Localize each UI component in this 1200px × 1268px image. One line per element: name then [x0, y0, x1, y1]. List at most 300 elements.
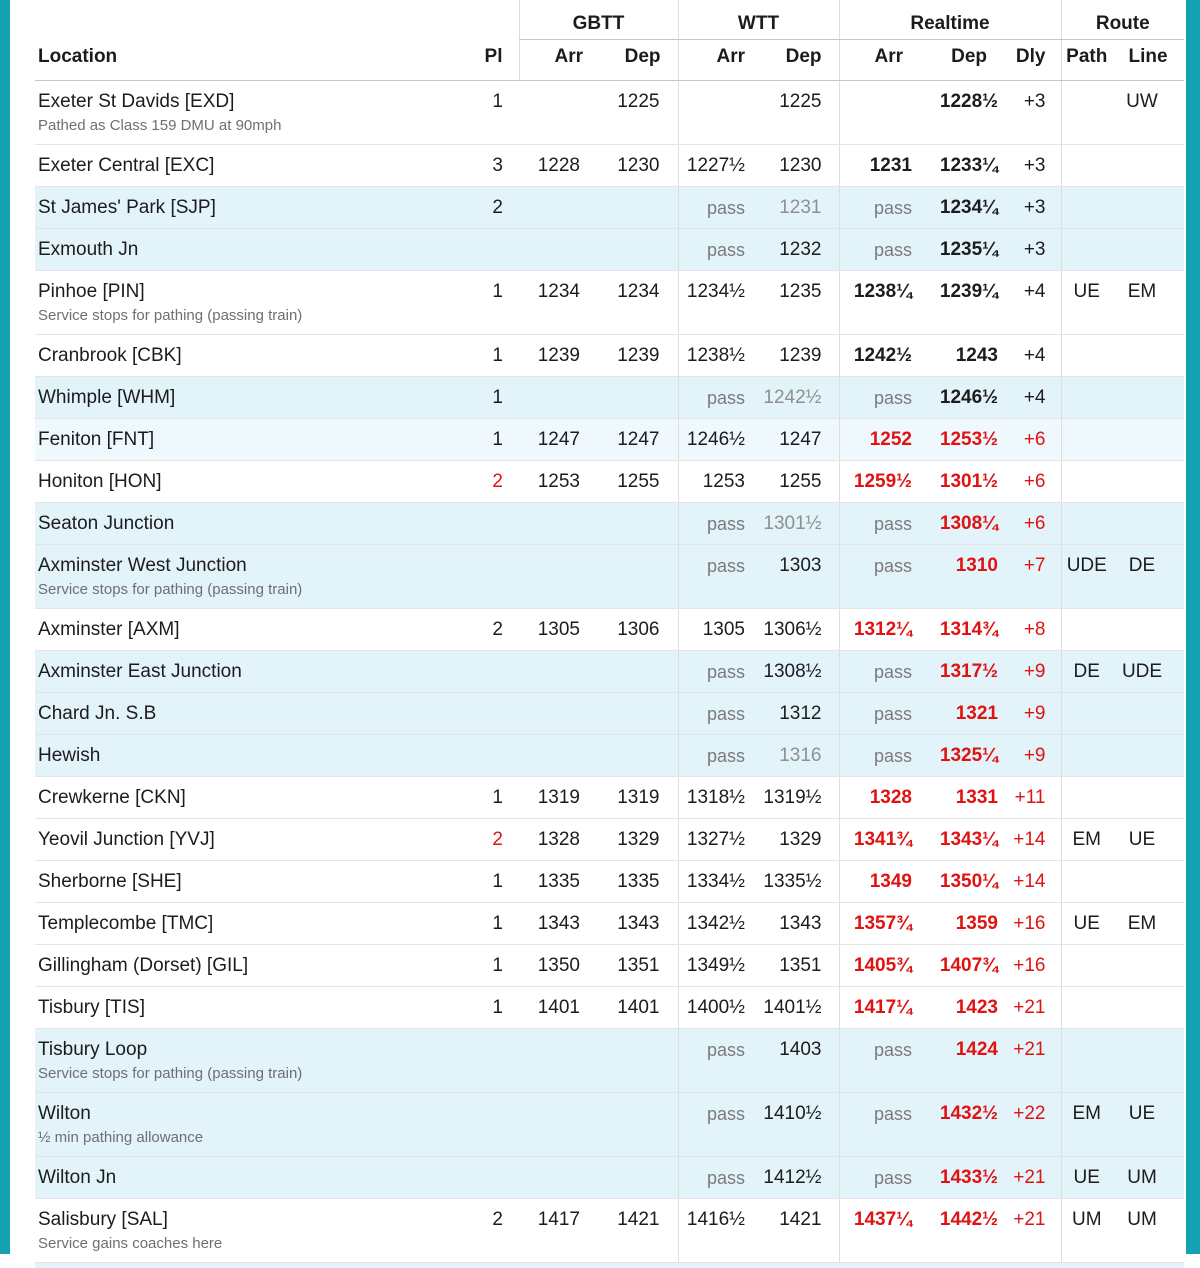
realtime-arrival-cell: pass [839, 503, 920, 545]
table-row [35, 1199, 1184, 1263]
platform-cell: 1 [460, 81, 519, 145]
wtt-departure-cell: 1232 [762, 229, 839, 271]
platform-cell: 1 [460, 377, 519, 419]
wtt-arrival-cell: 1349½ [678, 945, 762, 987]
gbtt-departure-cell [600, 377, 678, 419]
timetable-body [35, 81, 1184, 1263]
gbtt-departure-cell [600, 1093, 678, 1157]
wtt-departure-cell: 1403 [762, 1029, 839, 1093]
gbtt-departure-cell: 1401 [600, 987, 678, 1029]
delay-cell: +9 [1004, 735, 1061, 777]
table-row [35, 693, 1184, 735]
realtime-departure-cell: 1228½ [920, 81, 1004, 145]
gbtt-arrival-cell [519, 81, 600, 145]
location-cell [35, 987, 460, 1029]
route-line-cell: UDE [1112, 651, 1184, 693]
col-header-path: Path [1061, 40, 1112, 81]
location-cell [35, 145, 460, 187]
gbtt-arrival-cell: 1350 [519, 945, 600, 987]
route-line-cell: UW [1112, 81, 1184, 145]
wtt-arrival-cell: 1416½ [678, 1199, 762, 1263]
realtime-departure-cell: 1235¼ [920, 229, 1004, 271]
gbtt-departure-cell [600, 1029, 678, 1093]
realtime-departure-cell: 1359 [920, 903, 1004, 945]
delay-cell: +22 [1004, 1093, 1061, 1157]
delay-cell: +21 [1004, 987, 1061, 1029]
realtime-departure-cell: 1308¼ [920, 503, 1004, 545]
station-note: Service stops for pathing (passing train) [38, 581, 303, 598]
gbtt-arrival-cell: 1239 [519, 335, 600, 377]
wtt-arrival-cell: 1318½ [678, 777, 762, 819]
location-cell [35, 377, 460, 419]
gbtt-departure-cell [600, 693, 678, 735]
route-line-cell: DE [1112, 545, 1184, 609]
location-cell [35, 271, 460, 335]
realtime-departure-cell: 1314¾ [920, 609, 1004, 651]
realtime-departure-cell: 1433½ [920, 1157, 1004, 1199]
table-row [35, 81, 1184, 145]
wtt-departure-cell: 1421 [762, 1199, 839, 1263]
location-cell [35, 609, 460, 651]
gbtt-departure-cell: 1306 [600, 609, 678, 651]
route-path-cell: EM [1061, 1093, 1112, 1157]
route-path-cell [1061, 777, 1112, 819]
col-group-route: Route [1061, 0, 1184, 40]
col-header-realtime-dep: Dep [920, 40, 1004, 81]
col-header-realtime-arr: Arr [839, 40, 920, 81]
gbtt-arrival-cell [519, 187, 600, 229]
delay-cell: +4 [1004, 377, 1061, 419]
platform-cell: 1 [460, 861, 519, 903]
station-name: Wilton Jn [38, 1167, 117, 1188]
wtt-arrival-cell: pass [678, 1029, 762, 1093]
wtt-arrival-cell: pass [678, 651, 762, 693]
delay-cell: +21 [1004, 1029, 1061, 1093]
route-path-cell: UE [1061, 1157, 1112, 1199]
delay-cell: +6 [1004, 461, 1061, 503]
delay-cell: +9 [1004, 651, 1061, 693]
station-name: Axminster West Junction [38, 555, 247, 576]
route-path-cell [1061, 145, 1112, 187]
col-header-line: Line [1112, 40, 1184, 81]
delay-cell: +21 [1004, 1199, 1061, 1263]
wtt-departure-cell: 1335½ [762, 861, 839, 903]
gbtt-arrival-cell [519, 1093, 600, 1157]
location-cell [35, 903, 460, 945]
wtt-arrival-cell: pass [678, 187, 762, 229]
gbtt-arrival-cell: 1253 [519, 461, 600, 503]
gbtt-arrival-cell: 1228 [519, 145, 600, 187]
route-line-cell: EM [1112, 271, 1184, 335]
gbtt-departure-cell [600, 187, 678, 229]
route-path-cell [1061, 419, 1112, 461]
gbtt-arrival-cell: 1328 [519, 819, 600, 861]
col-header-platform: Pl [460, 0, 519, 81]
header-group-row [35, 0, 1184, 40]
platform-cell: 2 [460, 819, 519, 861]
location-cell [35, 945, 460, 987]
timetable [35, 0, 1184, 1263]
gbtt-arrival-cell: 1417 [519, 1199, 600, 1263]
wtt-arrival-cell: 1253 [678, 461, 762, 503]
realtime-arrival-cell: 1341¾ [839, 819, 920, 861]
realtime-arrival-cell: pass [839, 1029, 920, 1093]
realtime-departure-cell: 1310 [920, 545, 1004, 609]
realtime-departure-cell: 1331 [920, 777, 1004, 819]
route-line-cell: UM [1112, 1157, 1184, 1199]
wtt-arrival-cell: pass [678, 545, 762, 609]
realtime-arrival-cell: pass [839, 1157, 920, 1199]
delay-cell: +3 [1004, 81, 1061, 145]
platform-cell: 1 [460, 419, 519, 461]
realtime-departure-cell: 1234¼ [920, 187, 1004, 229]
realtime-departure-cell: 1350¼ [920, 861, 1004, 903]
gbtt-arrival-cell: 1234 [519, 271, 600, 335]
table-row [35, 1093, 1184, 1157]
gbtt-departure-cell [600, 651, 678, 693]
wtt-departure-cell: 1401½ [762, 987, 839, 1029]
realtime-arrival-cell: pass [839, 693, 920, 735]
platform-cell [460, 735, 519, 777]
delay-cell: +3 [1004, 187, 1061, 229]
station-name: Salisbury [SAL] [38, 1209, 168, 1230]
station-name: Yeovil Junction [YVJ] [38, 829, 215, 850]
route-path-cell: DE [1061, 651, 1112, 693]
route-path-cell: UDE [1061, 545, 1112, 609]
table-row [35, 187, 1184, 229]
location-cell [35, 545, 460, 609]
wtt-departure-cell: 1235 [762, 271, 839, 335]
route-path-cell [1061, 335, 1112, 377]
realtime-departure-cell: 1243 [920, 335, 1004, 377]
gbtt-departure-cell: 1234 [600, 271, 678, 335]
table-row [35, 545, 1184, 609]
realtime-departure-cell: 1233¼ [920, 145, 1004, 187]
wtt-departure-cell: 1242½ [762, 377, 839, 419]
gbtt-departure-cell: 1329 [600, 819, 678, 861]
location-cell [35, 461, 460, 503]
location-cell [35, 187, 460, 229]
wtt-departure-cell: 1230 [762, 145, 839, 187]
realtime-arrival-cell: pass [839, 651, 920, 693]
route-line-cell [1112, 187, 1184, 229]
delay-cell: +21 [1004, 1157, 1061, 1199]
realtime-arrival-cell: 1417¼ [839, 987, 920, 1029]
wtt-arrival-cell: 1334½ [678, 861, 762, 903]
gbtt-departure-cell: 1319 [600, 777, 678, 819]
delay-cell: +14 [1004, 861, 1061, 903]
gbtt-arrival-cell [519, 545, 600, 609]
table-row [35, 903, 1184, 945]
wtt-arrival-cell: pass [678, 735, 762, 777]
wtt-departure-cell: 1329 [762, 819, 839, 861]
timetable-panel [10, 0, 1184, 1268]
gbtt-departure-cell [600, 229, 678, 271]
station-name: Exeter St Davids [EXD] [38, 91, 235, 112]
location-cell [35, 1199, 460, 1263]
realtime-departure-cell: 1246½ [920, 377, 1004, 419]
realtime-arrival-cell: 1349 [839, 861, 920, 903]
table-row [35, 777, 1184, 819]
route-path-cell: UE [1061, 271, 1112, 335]
table-row [35, 1029, 1184, 1093]
platform-cell: 1 [460, 987, 519, 1029]
realtime-arrival-cell [839, 81, 920, 145]
platform-cell: 1 [460, 777, 519, 819]
realtime-arrival-cell: 1259½ [839, 461, 920, 503]
delay-cell: +3 [1004, 145, 1061, 187]
route-line-cell [1112, 777, 1184, 819]
table-row [35, 735, 1184, 777]
station-name: Wilton [38, 1103, 91, 1124]
table-row [35, 145, 1184, 187]
route-path-cell [1061, 609, 1112, 651]
gbtt-arrival-cell: 1247 [519, 419, 600, 461]
route-path-cell [1061, 503, 1112, 545]
gbtt-arrival-cell [519, 693, 600, 735]
wtt-departure-cell: 1343 [762, 903, 839, 945]
station-name: Honiton [HON] [38, 471, 162, 492]
route-line-cell [1112, 693, 1184, 735]
realtime-departure-cell: 1253½ [920, 419, 1004, 461]
platform-cell: 1 [460, 945, 519, 987]
gbtt-arrival-cell [519, 377, 600, 419]
left-accent-bar [0, 0, 10, 1254]
delay-cell: +4 [1004, 335, 1061, 377]
platform-cell: 2 [460, 1199, 519, 1263]
table-row [35, 271, 1184, 335]
wtt-departure-cell: 1306½ [762, 609, 839, 651]
delay-cell: +16 [1004, 945, 1061, 987]
table-row [35, 987, 1184, 1029]
station-name: Whimple [WHM] [38, 387, 176, 408]
location-cell [35, 1093, 460, 1157]
wtt-arrival-cell: pass [678, 1157, 762, 1199]
col-group-gbtt: GBTT [519, 0, 678, 40]
col-header-gbtt-arr: Arr [519, 40, 600, 81]
wtt-departure-cell: 1231 [762, 187, 839, 229]
platform-cell [460, 1093, 519, 1157]
station-name: Seaton Junction [38, 513, 175, 534]
station-note: ½ min pathing allowance [38, 1129, 204, 1146]
gbtt-departure-cell [600, 503, 678, 545]
col-group-realtime: Realtime [839, 0, 1061, 40]
realtime-arrival-cell: pass [839, 735, 920, 777]
table-row [35, 819, 1184, 861]
wtt-departure-cell: 1303 [762, 545, 839, 609]
route-path-cell: UE [1061, 903, 1112, 945]
gbtt-departure-cell: 1343 [600, 903, 678, 945]
location-cell [35, 735, 460, 777]
gbtt-departure-cell: 1255 [600, 461, 678, 503]
wtt-departure-cell: 1312 [762, 693, 839, 735]
realtime-departure-cell: 1424 [920, 1029, 1004, 1093]
wtt-departure-cell: 1319½ [762, 777, 839, 819]
realtime-departure-cell: 1407¾ [920, 945, 1004, 987]
location-cell [35, 1029, 460, 1093]
location-cell [35, 651, 460, 693]
platform-cell: 1 [460, 335, 519, 377]
wtt-arrival-cell: 1227½ [678, 145, 762, 187]
gbtt-departure-cell: 1421 [600, 1199, 678, 1263]
wtt-arrival-cell: 1238½ [678, 335, 762, 377]
gbtt-departure-cell: 1351 [600, 945, 678, 987]
route-line-cell [1112, 377, 1184, 419]
realtime-departure-cell: 1321 [920, 693, 1004, 735]
delay-cell: +6 [1004, 503, 1061, 545]
delay-cell: +6 [1004, 419, 1061, 461]
delay-cell: +7 [1004, 545, 1061, 609]
realtime-arrival-cell: 1312¼ [839, 609, 920, 651]
wtt-arrival-cell [678, 81, 762, 145]
station-name: Templecombe [TMC] [38, 913, 214, 934]
table-row [35, 377, 1184, 419]
station-note: Pathed as Class 159 DMU at 90mph [38, 117, 282, 134]
wtt-departure-cell: 1412½ [762, 1157, 839, 1199]
route-path-cell [1061, 377, 1112, 419]
realtime-departure-cell: 1343¼ [920, 819, 1004, 861]
route-line-cell [1112, 1029, 1184, 1093]
realtime-arrival-cell: pass [839, 229, 920, 271]
route-line-cell [1112, 945, 1184, 987]
realtime-departure-cell: 1301½ [920, 461, 1004, 503]
gbtt-arrival-cell [519, 1029, 600, 1093]
table-row [35, 609, 1184, 651]
delay-cell: +11 [1004, 777, 1061, 819]
station-name: Pinhoe [PIN] [38, 281, 145, 302]
gbtt-departure-cell: 1230 [600, 145, 678, 187]
platform-cell [460, 1029, 519, 1093]
route-line-cell: UM [1112, 1199, 1184, 1263]
route-path-cell [1061, 187, 1112, 229]
col-header-location: Location [35, 0, 460, 81]
route-line-cell [1112, 145, 1184, 187]
table-row [35, 229, 1184, 271]
gbtt-arrival-cell: 1335 [519, 861, 600, 903]
route-line-cell [1112, 419, 1184, 461]
platform-cell: 1 [460, 903, 519, 945]
wtt-arrival-cell: 1342½ [678, 903, 762, 945]
route-path-cell [1061, 861, 1112, 903]
delay-cell: +8 [1004, 609, 1061, 651]
route-path-cell [1061, 693, 1112, 735]
table-row [35, 503, 1184, 545]
route-path-cell [1061, 735, 1112, 777]
location-cell [35, 335, 460, 377]
platform-cell [460, 693, 519, 735]
realtime-departure-cell: 1432½ [920, 1093, 1004, 1157]
realtime-arrival-cell: pass [839, 377, 920, 419]
route-path-cell: EM [1061, 819, 1112, 861]
gbtt-arrival-cell [519, 651, 600, 693]
platform-cell: 2 [460, 187, 519, 229]
station-name: Exmouth Jn [38, 239, 139, 260]
station-name: Exeter Central [EXC] [38, 155, 215, 176]
wtt-departure-cell: 1316 [762, 735, 839, 777]
route-line-cell [1112, 229, 1184, 271]
wtt-arrival-cell: 1400½ [678, 987, 762, 1029]
route-line-cell [1112, 335, 1184, 377]
station-name: Chard Jn. S.B [38, 703, 157, 724]
table-row [35, 651, 1184, 693]
platform-cell [460, 651, 519, 693]
station-name: Hewish [38, 745, 101, 766]
delay-cell: +3 [1004, 229, 1061, 271]
route-line-cell: UE [1112, 1093, 1184, 1157]
station-note: Service stops for pathing (passing train) [38, 1065, 303, 1082]
gbtt-arrival-cell [519, 503, 600, 545]
route-line-cell [1112, 503, 1184, 545]
realtime-arrival-cell: pass [839, 545, 920, 609]
station-name: Crewkerne [CKN] [38, 787, 186, 808]
platform-cell: 3 [460, 145, 519, 187]
col-header-delay: Dly [1004, 40, 1061, 81]
location-cell [35, 1157, 460, 1199]
route-path-cell [1061, 945, 1112, 987]
gbtt-departure-cell: 1335 [600, 861, 678, 903]
wtt-arrival-cell: pass [678, 1093, 762, 1157]
table-row [35, 945, 1184, 987]
next-row-sliver [35, 1263, 1184, 1268]
realtime-arrival-cell: pass [839, 1093, 920, 1157]
gbtt-departure-cell [600, 1157, 678, 1199]
platform-cell: 1 [460, 271, 519, 335]
wtt-arrival-cell: pass [678, 693, 762, 735]
timetable-header [35, 0, 1184, 81]
platform-cell [460, 1157, 519, 1199]
realtime-arrival-cell: 1437¼ [839, 1199, 920, 1263]
table-row [35, 1157, 1184, 1199]
realtime-departure-cell: 1423 [920, 987, 1004, 1029]
gbtt-departure-cell [600, 735, 678, 777]
delay-cell: +14 [1004, 819, 1061, 861]
station-name: Tisbury [TIS] [38, 997, 145, 1018]
wtt-departure-cell: 1239 [762, 335, 839, 377]
realtime-departure-cell: 1325¼ [920, 735, 1004, 777]
station-name: Sherborne [SHE] [38, 871, 182, 892]
right-accent-bar [1186, 0, 1200, 1254]
station-name: Tisbury Loop [38, 1039, 148, 1060]
table-row [35, 335, 1184, 377]
wtt-departure-cell: 1410½ [762, 1093, 839, 1157]
realtime-arrival-cell: 1328 [839, 777, 920, 819]
realtime-departure-cell: 1442½ [920, 1199, 1004, 1263]
table-row [35, 861, 1184, 903]
route-line-cell [1112, 987, 1184, 1029]
gbtt-arrival-cell [519, 229, 600, 271]
wtt-departure-cell: 1225 [762, 81, 839, 145]
wtt-departure-cell: 1308½ [762, 651, 839, 693]
delay-cell: +16 [1004, 903, 1061, 945]
route-line-cell [1112, 609, 1184, 651]
route-line-cell: UE [1112, 819, 1184, 861]
gbtt-departure-cell: 1225 [600, 81, 678, 145]
realtime-arrival-cell: 1405¾ [839, 945, 920, 987]
station-note: Service stops for pathing (passing train) [38, 307, 303, 324]
location-cell [35, 693, 460, 735]
wtt-departure-cell: 1247 [762, 419, 839, 461]
platform-cell [460, 503, 519, 545]
route-line-cell [1112, 461, 1184, 503]
gbtt-arrival-cell [519, 1157, 600, 1199]
gbtt-arrival-cell: 1401 [519, 987, 600, 1029]
station-name: Gillingham (Dorset) [GIL] [38, 955, 249, 976]
realtime-departure-cell: 1317½ [920, 651, 1004, 693]
station-name: St James' Park [SJP] [38, 197, 216, 218]
route-line-cell [1112, 735, 1184, 777]
location-cell [35, 81, 460, 145]
col-header-wtt-arr: Arr [678, 40, 762, 81]
